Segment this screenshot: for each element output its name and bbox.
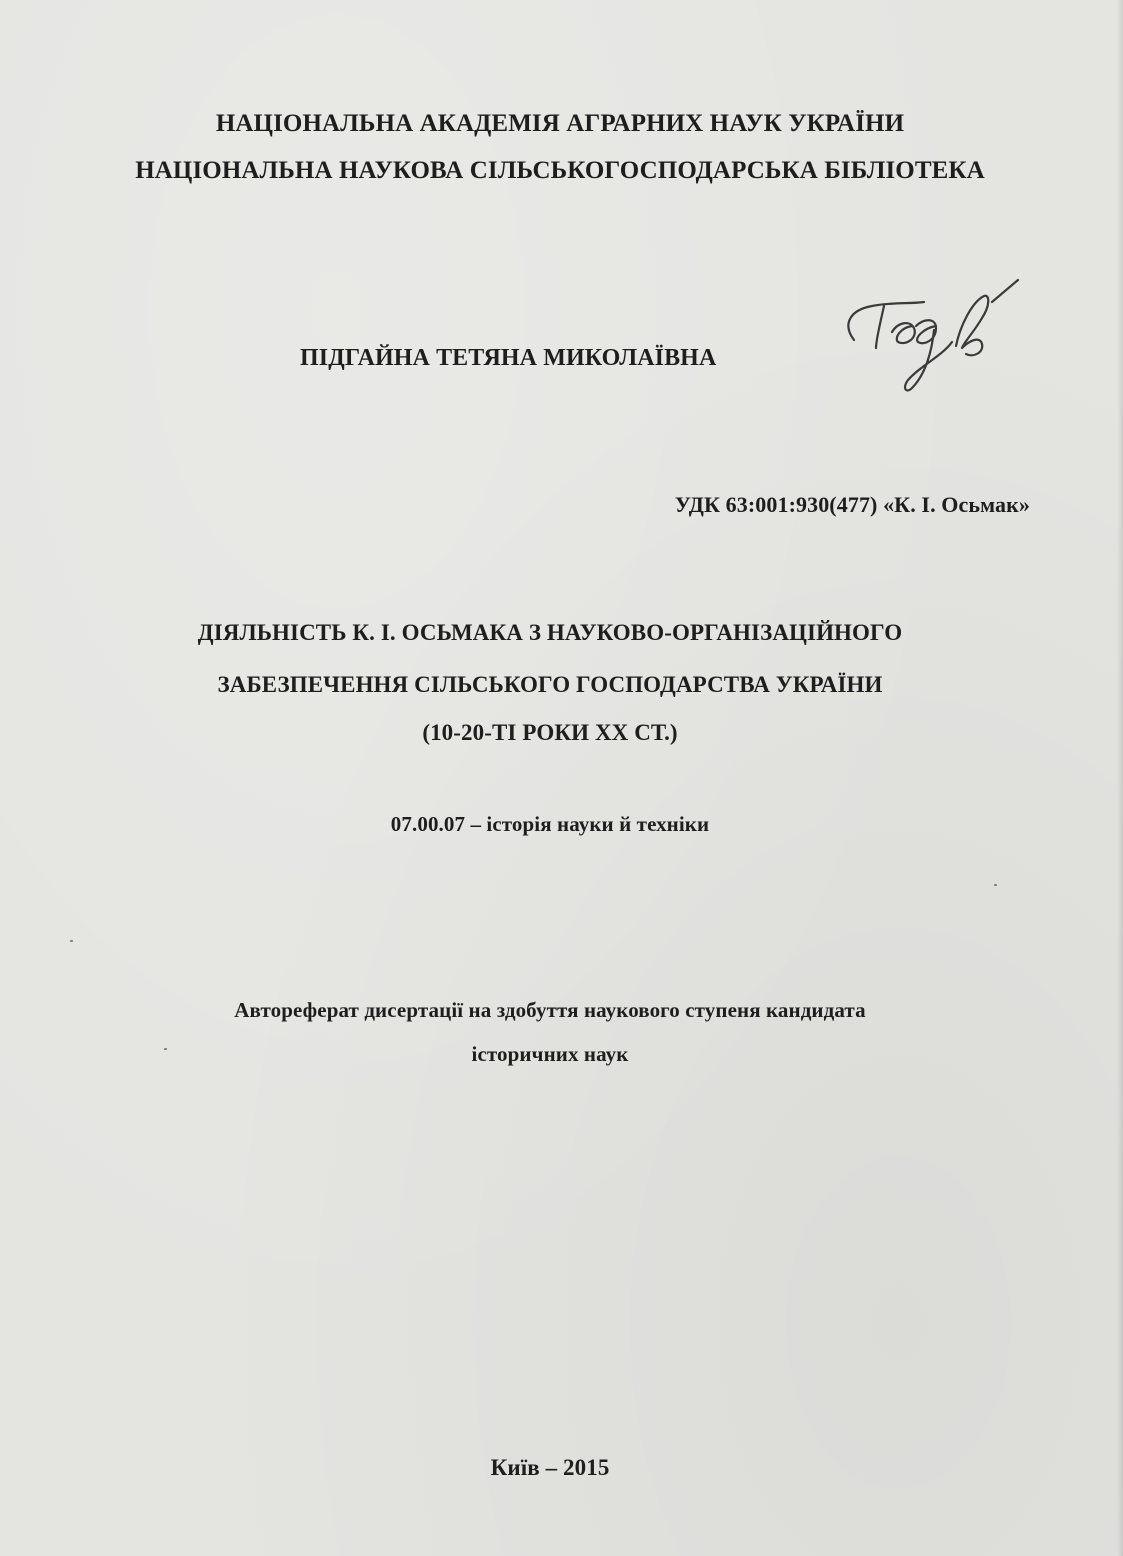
institution-line-1: НАЦІОНАЛЬНА АКАДЕМІЯ АГРАРНИХ НАУК УКРАЇНИ xyxy=(215,110,905,137)
institution-line-2: НАЦІОНАЛЬНА НАУКОВА СІЛЬСЬКОГОСПОДАРСЬКА БІБЛІОТЕКА xyxy=(135,157,985,184)
paper-speck xyxy=(994,884,997,886)
paper-speck xyxy=(164,1048,167,1050)
paper-speck xyxy=(70,940,73,942)
dissertation-title-line-3: (10-20-ТІ РОКИ ХХ СТ.) xyxy=(422,720,678,745)
abstract-description-line-2: історичних наук xyxy=(471,1042,629,1066)
author-name: ПІДГАЙНА ТЕТЯНА МИКОЛАЇВНА xyxy=(300,345,717,371)
abstract-description-line-1: Автореферат дисертації на здобуття наукового ступеня кандидата xyxy=(234,998,866,1022)
city-year: Київ – 2015 xyxy=(490,1455,610,1480)
page-edge-shadow xyxy=(1117,0,1123,1556)
specialty-code: 07.00.07 – історія науки й техніки xyxy=(390,812,710,836)
dissertation-title-line-2: ЗАБЕЗПЕЧЕННЯ СІЛЬСЬКОГО ГОСПОДАРСТВА УКРАЇНИ xyxy=(217,672,883,697)
dissertation-title-line-1: ДІЯЛЬНІСТЬ К. І. ОСЬМАКА З НАУКОВО-ОРГАНІЗАЦІЙНОГО xyxy=(197,620,903,645)
udc-code: УДК 63:001:930(477) «К. І. Осьмак» xyxy=(674,492,1030,517)
handwritten-signature xyxy=(832,262,1032,402)
